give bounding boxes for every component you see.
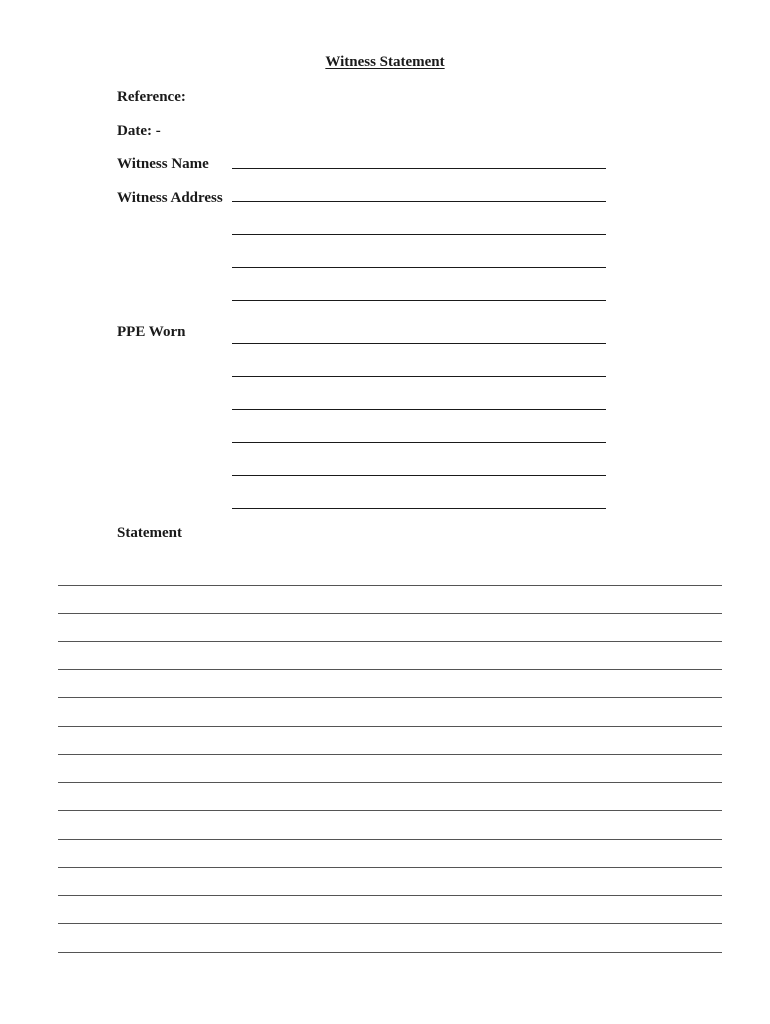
witness-address-field-line-3[interactable] (232, 267, 606, 268)
statement-line-1[interactable] (58, 585, 722, 586)
witness-address-field-line-1[interactable] (232, 201, 606, 202)
page-title: Witness Statement (325, 54, 445, 70)
statement-line-5[interactable] (58, 697, 722, 698)
statement-line-8[interactable] (58, 782, 722, 783)
witness-name-field[interactable] (232, 168, 606, 169)
date-label: Date: - (117, 123, 161, 139)
statement-line-9[interactable] (58, 810, 722, 811)
witness-address-label: Witness Address (117, 190, 223, 206)
statement-line-7[interactable] (58, 754, 722, 755)
statement-line-11[interactable] (58, 867, 722, 868)
statement-line-6[interactable] (58, 726, 722, 727)
statement-line-10[interactable] (58, 839, 722, 840)
ppe-worn-label: PPE Worn (117, 324, 186, 340)
statement-line-14[interactable] (58, 952, 722, 953)
ppe-worn-field-line-5[interactable] (232, 475, 606, 476)
witness-address-field-line-4[interactable] (232, 300, 606, 301)
ppe-worn-field-line-1[interactable] (232, 343, 606, 344)
ppe-worn-field-line-6[interactable] (232, 508, 606, 509)
statement-label: Statement (117, 525, 182, 541)
statement-line-3[interactable] (58, 641, 722, 642)
witness-name-label: Witness Name (117, 156, 209, 172)
statement-line-4[interactable] (58, 669, 722, 670)
statement-line-12[interactable] (58, 895, 722, 896)
statement-line-2[interactable] (58, 613, 722, 614)
ppe-worn-field-line-4[interactable] (232, 442, 606, 443)
ppe-worn-field-line-3[interactable] (232, 409, 606, 410)
witness-address-field-line-2[interactable] (232, 234, 606, 235)
ppe-worn-field-line-2[interactable] (232, 376, 606, 377)
statement-line-13[interactable] (58, 923, 722, 924)
reference-label: Reference: (117, 89, 186, 105)
